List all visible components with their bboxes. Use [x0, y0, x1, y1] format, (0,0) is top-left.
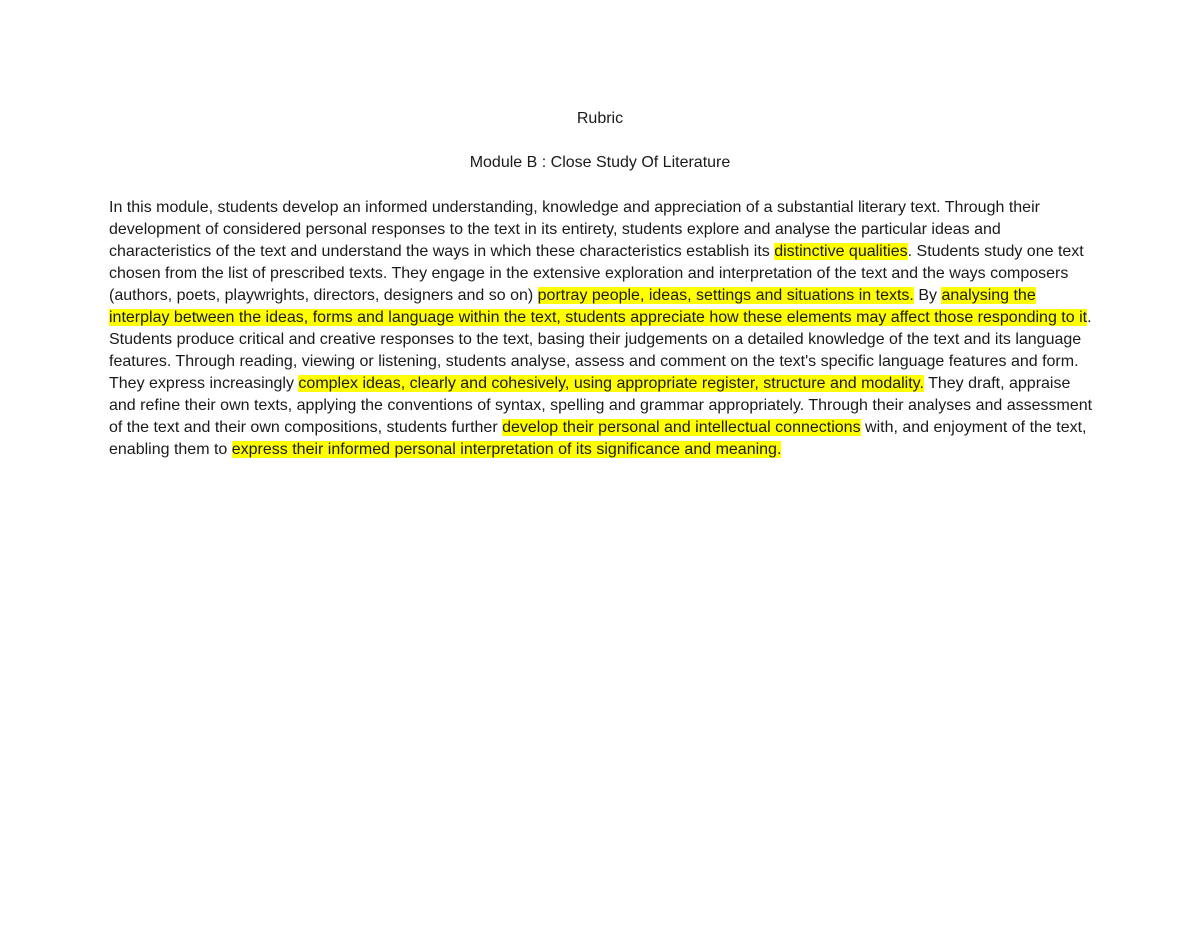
highlighted-text: distinctive qualities: [774, 243, 908, 260]
document-title: Rubric: [576, 110, 624, 127]
highlighted-text: complex ideas, clearly and cohesively, using appropriate register, structure and modality.: [298, 375, 924, 392]
highlighted-text: portray people, ideas, settings and situations in texts.: [537, 287, 914, 304]
highlighted-text: analysing the interplay between the ideas, forms and language within the text, students appreciate how these elements may affect those responding to it: [109, 287, 1088, 326]
text-segment: They draft, appraise and refine their own texts, applying the conventions of syntax, spelling and grammar appropriately. Through their analyses and assessment of the text and their own compositions, students further: [109, 375, 1093, 436]
text-segment: By: [913, 287, 942, 304]
text-segment: In this module, students develop an informed understanding, knowledge and appreciation of a substantial literary text. Through their development of considered personal responses to the text in its entirety, students explore and analyse the particular ideas and characteristics of the text and understand the ways in which these characteristics establish its: [109, 199, 1040, 260]
highlighted-text: express their informed personal interpretation of its significance and meaning.: [231, 441, 782, 458]
document-subtitle: Module B : Close Study Of Literature: [469, 154, 731, 171]
highlighted-text: develop their personal and intellectual connections: [502, 419, 861, 436]
text-segment: . Students produce critical and creative responses to the text, basing their judgements on a detailed knowledge of the text and its language features. Through reading, viewing or listening, students analyse, assess and comment on the text's specific language features and form. They express increasingly: [109, 309, 1092, 392]
text-segment: with, and enjoyment of the text, enabling them to: [109, 419, 1087, 458]
text-segment: . Students study one text chosen from the list of prescribed texts. They engage in the extensive exploration and interpretation of the text and the ways composers (authors, poets, playwrights, directors, designers and so on): [109, 243, 1084, 304]
body-paragraph: [109, 197, 1093, 461]
